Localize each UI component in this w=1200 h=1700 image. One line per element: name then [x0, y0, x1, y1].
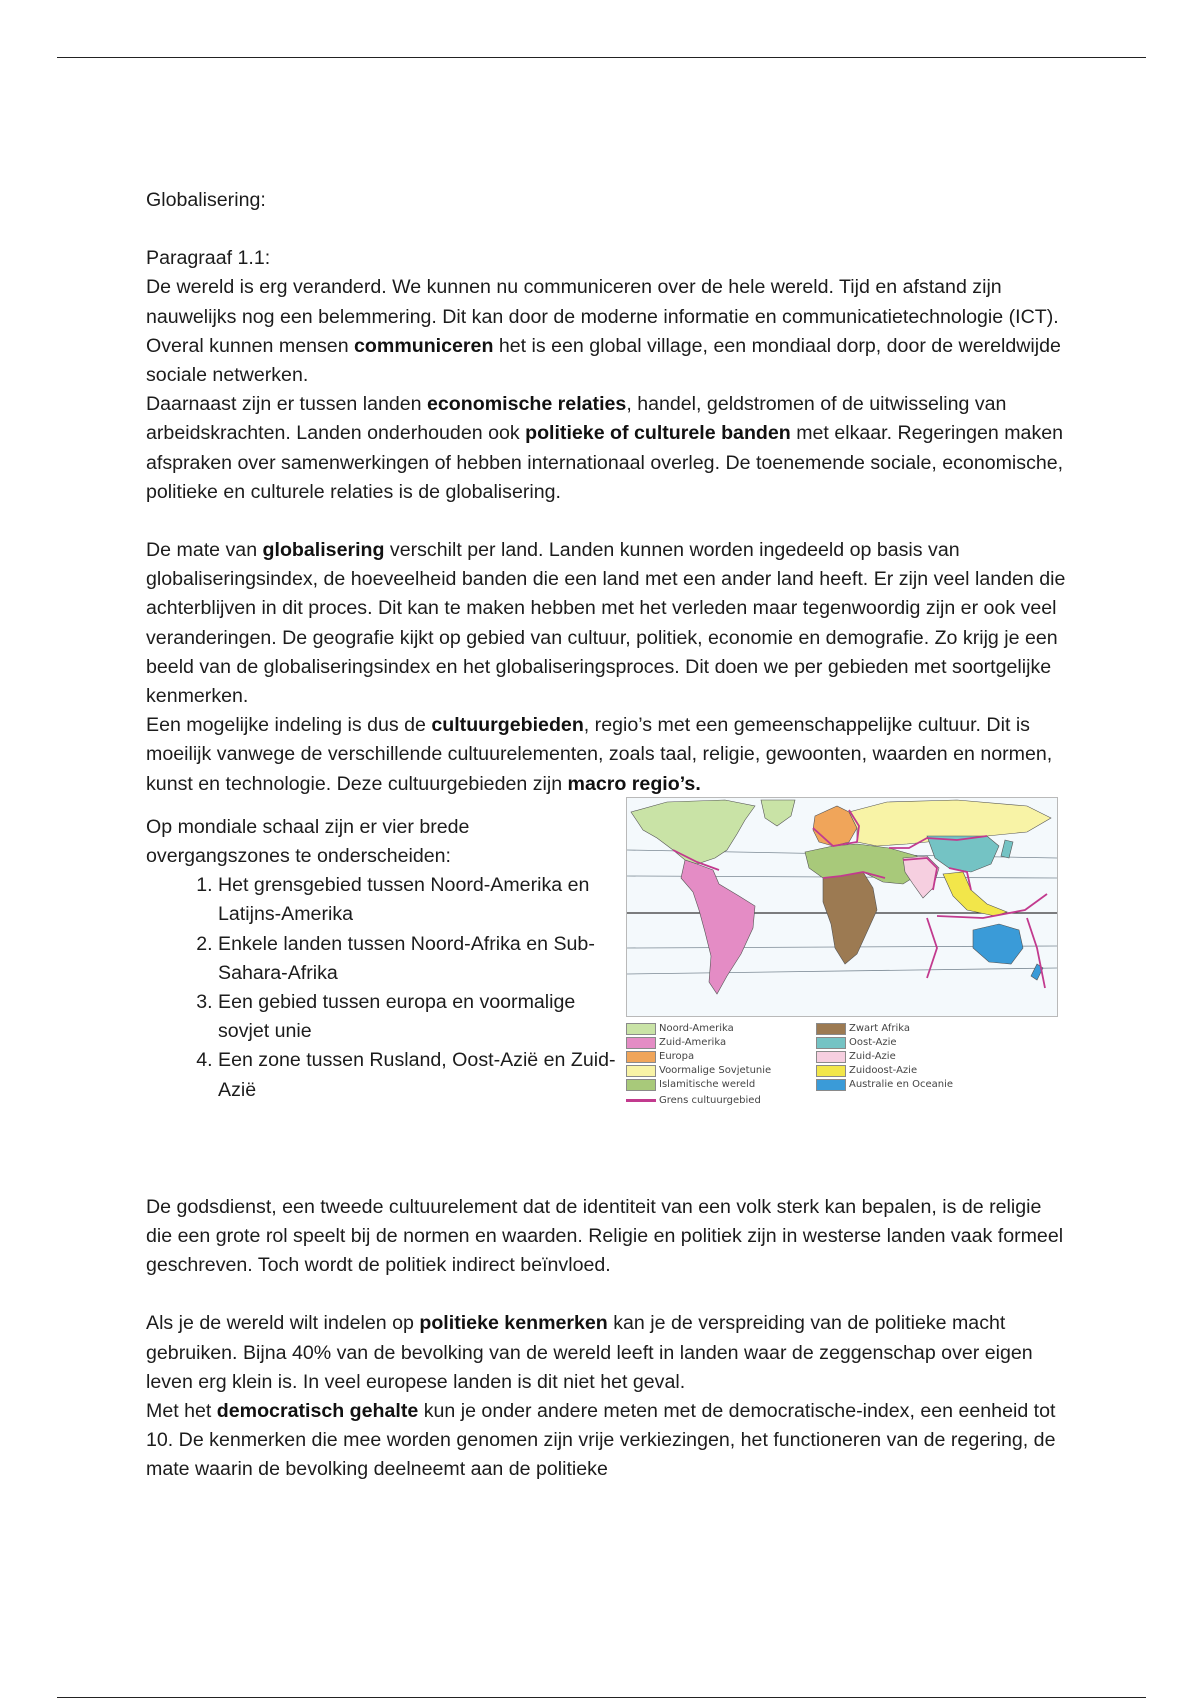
emphasis-term: politieke kenmerken [419, 1312, 608, 1335]
world-map [626, 797, 1058, 1017]
legend-swatch [816, 1079, 846, 1091]
emphasis-term: globalisering [262, 539, 385, 562]
paragraph-politiek: Als je de wereld wilt indelen op politieke kenmerken kan je de verspreiding van de politieke macht gebruiken. Bijna 40% van de bevolking van de wereld leeft in landen waar de zeggenschap over eigen leven erg klein is. In veel europese landen is dit niet het geval. [146, 1312, 1033, 1393]
section-heading: Paragraaf 1.1: [146, 247, 271, 270]
legend-item [816, 1023, 910, 1035]
paragraph-democratie: Met het democratisch gehalte kun je onder andere meten met de democratische-index, een eenheid tot 10. De kenmerken die mee worden genomen zijn vrije verkiezingen, het functioneren van de regering, de mate waarin de bevolking deelneemt aan de politieke [146, 1400, 1056, 1481]
legend-item [816, 1037, 897, 1049]
legend-label: Zuid-Azie [849, 1050, 896, 1062]
legend-item [626, 1051, 694, 1063]
zones-intro: Op mondiale schaal zijn er vier brede overgangszones te onderscheiden: [146, 815, 470, 868]
zones-list [146, 871, 616, 1105]
legend-swatch [626, 1065, 656, 1077]
paragraph-cultuurgebieden: Een mogelijke indeling is dus de cultuurgebieden, regio’s met een gemeenschappelijke cultuur. Dit is moeilijk vanwege de verschillende cultuurelementen, zoals taal, religie, gewoonten, waarden en normen, kunst en technologie. Deze cultuurgebieden zijn macro regio’s. [146, 714, 1053, 795]
legend-swatch [626, 1051, 656, 1063]
culture-regions-figure [626, 797, 1058, 1125]
legend-label: Zuid-Amerika [659, 1036, 727, 1048]
legend-item [626, 1023, 734, 1035]
paragraph-globalisering: De mate van globalisering verschilt per land. Landen kunnen worden ingedeeld op basis van globaliseringsindex, de hoeveelheid banden die een land met een ander land heeft. Er zijn veel landen die achterblijven in dit proces. Dit kan te maken hebben met het verleden maar tegenwoordig zijn er ook veel veranderingen. De geografie kijkt op gebied van cultuur, politiek, economie en demografie. Zo krijg je een beeld van de globaliseringsindex en het globaliseringsproces. Dit doen we per gebieden met soortgelijke kenmerken. [146, 539, 1066, 708]
zone-item: 4. Een zone tussen Rusland, Oost-Azië en Zuid-Azië [218, 1046, 616, 1104]
document-title: Globalisering: [146, 189, 266, 211]
paragraph-relations: Daarnaast zijn er tussen landen economische relaties, handel, geldstromen of de uitwisseling van arbeidskrachten. Landen onderhouden ook politieke of culturele banden met elkaar. Regeringen maken afspraken over samenwerkingen of hebben internationaal overleg. De toenemende sociale, economische, politieke en culturele relaties is de globalisering. [146, 393, 1064, 503]
zone-item: 3. Een gebied tussen europa en voormalige sovjet unie [218, 988, 616, 1046]
paragraph-godsdienst: De godsdienst, een tweede cultuurelement dat de identiteit van een volk sterk kan bepalen, is de religie die een grote rol speelt bij de normen en waarden. Religie en politiek zijn in westerse landen vaak formeel geschreven. Toch wordt de politiek indirect beïnvloed. [146, 1195, 1064, 1277]
legend-swatch [626, 1023, 656, 1035]
legend-item [626, 1065, 771, 1077]
legend-item [816, 1065, 917, 1077]
zones-and-map [146, 813, 1066, 1173]
legend-label: Voormalige Sovjetunie [659, 1064, 772, 1076]
emphasis-term: economische relaties [427, 393, 627, 416]
legend-label: Noord-Amerika [659, 1022, 734, 1034]
bottom-rule [57, 1697, 1146, 1698]
legend-label: Zuidoost-Azie [849, 1064, 918, 1076]
legend-label: Australie en Oceanie [849, 1078, 954, 1090]
legend-border-label: Grens cultuurgebied [659, 1094, 761, 1106]
legend-swatch [816, 1065, 846, 1077]
zone-item: 1. Het grensgebied tussen Noord-Amerika en Latijns-Amerika [218, 871, 616, 929]
legend-swatch [626, 1037, 656, 1049]
top-rule [57, 57, 1146, 58]
legend-item [626, 1095, 761, 1107]
zones-block [146, 813, 616, 1105]
map-legend [626, 1021, 1056, 1125]
legend-swatch [816, 1051, 846, 1063]
emphasis-term: communiceren [354, 334, 494, 357]
zone-item: 2. Enkele landen tussen Noord-Afrika en Sub-Sahara-Afrika [218, 930, 616, 988]
legend-swatch [816, 1037, 846, 1049]
legend-label: Islamitische wereld [659, 1078, 756, 1090]
emphasis-term: politieke of culturele banden [525, 422, 791, 445]
legend-item [816, 1079, 953, 1091]
legend-item [626, 1079, 755, 1091]
legend-border-line [626, 1099, 656, 1102]
emphasis-term: democratisch gehalte [216, 1400, 419, 1423]
legend-swatch [816, 1023, 846, 1035]
world-map-svg [627, 798, 1057, 1016]
emphasis-term: cultuurgebieden [431, 714, 584, 737]
emphasis-term: macro regio’s. [567, 772, 701, 795]
legend-item [626, 1037, 726, 1049]
legend-label: Zwart Afrika [849, 1022, 911, 1034]
legend-swatch [626, 1079, 656, 1091]
document-page [146, 186, 1066, 1485]
paragraph-communication: De wereld is erg veranderd. We kunnen nu communiceren over de hele wereld. Tijd en afstand zijn nauwelijks nog een belemmering. Dit kan door de moderne informatie en communicatietechnologie (ICT). Overal kunnen mensen communiceren het is een global village, een mondiaal dorp, door de wereldwijde sociale netwerken. [146, 276, 1061, 387]
legend-label: Europa [659, 1050, 695, 1062]
legend-item [816, 1051, 896, 1063]
legend-label: Oost-Azie [849, 1036, 897, 1048]
